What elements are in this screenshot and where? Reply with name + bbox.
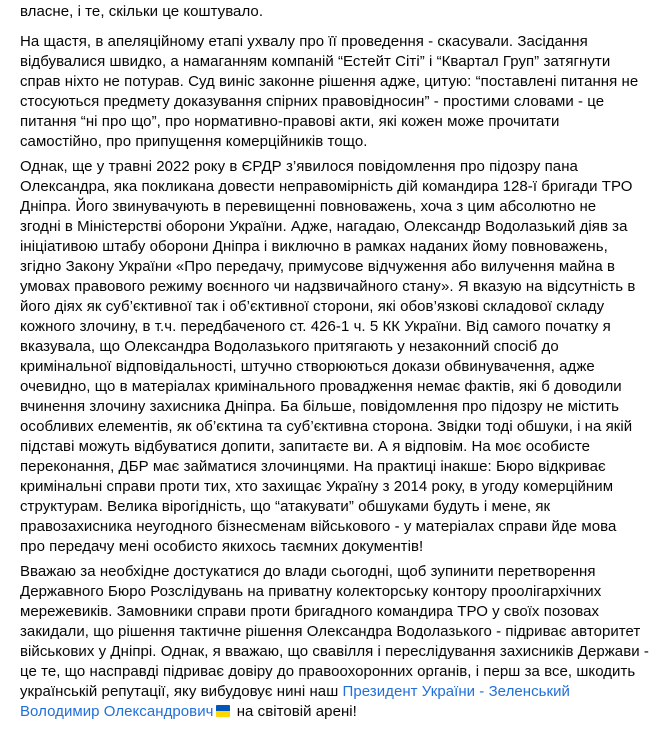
post-paragraph-2: На щастя, в апеляційному етапі ухвалу про її проведення - скасували. Засідання відбувалися швидко, а намаганням компаній “Естейт Сіті” і “Квартал Груп” затягнути справ ніхто не потурав. Суд виніс законне рішення адже, цитую: “поставлені питання не стосуються предмету доказування спірних правовідносин” - простими словами - це питання “ні про що”, про нормативно-правові акти, які кожен може прочитати самостійно, про припущення комерційників тощо.	[20, 33, 639, 150]
post-paragraph-4-end: на світовій арені!	[232, 703, 357, 720]
post-paragraph-3: Однак, ще у травні 2022 року в ЄРДР з’явилося повідомлення про підозру пана Олександра, яка покликана довести неправомірність дій командира 128-ї бригади ТРО Дніпра. Його звинувачують в перевищенні повноважень, хоча з цим абсолютно не згодні в Міністерстві оборони України. Адже, нагадаю, Олександр Водолазький діяв за ініціативою штабу оборони Дніпра і виключно в рамках наданих йому повноважень, згідно Закону України «Про передачу, примусове відчуження або вилучення майна в умовах правового режиму воєнного чи надзвичайного стану». Я вказую на відсутність в його діях як суб’єктивної так і об’єктивної сторони, які обов’язкові складової складу кожного злочину, в т.ч. передбаченого ст. 426-1 ч. 5 КК України. Від самого початку я вказувала, що Олександра Водолазького притягають у незаконний спосіб до кримінальної відповідальності, штучно створюються докази обвинувачення, адже очевидно, що в матеріалах кримінального провадження немає фактів, які б доводили вчинення злочину захисника Дніпра. Ба більше, повідомлення про підозру не містить особливих елементів, як об’єктина та суб’єктивна сторона. Звідки тоді обшуки, і на якій підставі можуть відбуватися допити, запитаєте ви. А я відповім. На моє особисте переконання, ДБР має займатися злочинцями. На практиці інакше: Бюро відкриває кримінальні справи проти тих, хто захищає Україну з 2014 року, в угоду комерційним структурам. Велика вірогідність, що “атакувати” обшуками будуть і мене, як правозахисника неугодного бізнесменам військового - у матеріалах справи йде мова про передачу мені особисто якихось таємних документів!	[20, 158, 636, 555]
ukraine-flag-icon	[216, 705, 230, 717]
post-paragraph-1: власне, і те, скільки це коштувало.	[20, 3, 264, 20]
post-paragraph-4-text: Вважаю за необхідне достукатися до влади сьогодні, щоб зупинити перетворення Державного Бюро Розслідувань на приватну колекторську контору проолігархічних мережевиків. Замовники справи проти бригадного командира ТРО у своїх позовах закидали, що рішення тактичне рішення Олександра Водолазького - підриває авторитет військових у Дніпрі. Однак, я вважаю, що свавілля і переслідування захисників Держави - це те, що насправді підриває довіру до правоохоронних органів, і перш за все, шкодить українській репутації, яку вибудовує нині наш	[20, 563, 649, 700]
post-paragraph-4	[20, 562, 660, 722]
mention-president-link[interactable]: Президент України - Зеленський Володимир Олександрович	[20, 683, 570, 720]
